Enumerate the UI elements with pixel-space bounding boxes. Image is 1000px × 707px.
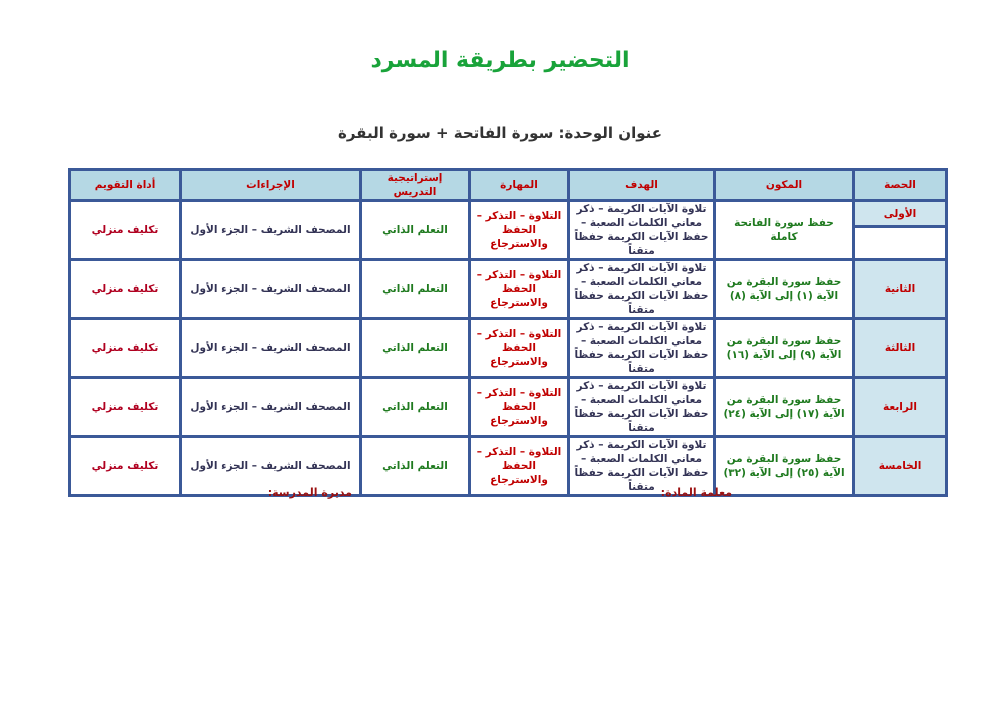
procedures-cell: المصحف الشريف – الجزء الأول — [182, 261, 359, 317]
skill-cell: التلاوة – التذكر – الحفظ والاسترجاع — [471, 320, 567, 376]
strategy-cell: التعلم الذاتي — [362, 438, 468, 494]
table-row — [71, 379, 945, 435]
procedures-cell: المصحف الشريف – الجزء الأول — [182, 379, 359, 435]
table-header-row — [71, 171, 945, 199]
lesson-plan-table — [68, 168, 948, 497]
lesson-cell: الخامسة — [855, 438, 945, 494]
procedures-cell: المصحف الشريف – الجزء الأول — [182, 320, 359, 376]
lesson-cell-empty — [855, 228, 945, 258]
principal-signature-label: مديرة المدرسة: — [267, 486, 352, 499]
component-cell: حفظ سورة البقرة من الآية (٩) إلى الآية (١٦) — [716, 320, 852, 376]
header-procedures: الإجراءات — [182, 171, 359, 199]
header-skill: المهارة — [471, 171, 567, 199]
skill-cell: التلاوة – التذكر – الحفظ والاسترجاع — [471, 261, 567, 317]
assessment-cell: تكليف منزلي — [71, 438, 179, 494]
goal-cell: تلاوة الآيات الكريمة – ذكر معاني الكلمات الصعبة – حفظ الآيات الكريمة حفظاً متقناً — [570, 261, 713, 317]
assessment-cell: تكليف منزلي — [71, 379, 179, 435]
assessment-cell: تكليف منزلي — [71, 320, 179, 376]
component-cell: حفظ سورة البقرة من الآية (١٧) إلى الآية (٢٤) — [716, 379, 852, 435]
goal-cell: تلاوة الآيات الكريمة – ذكر معاني الكلمات الصعبة – حفظ الآيات الكريمة حفظاً متقناً — [570, 438, 713, 494]
table-row — [71, 438, 945, 494]
unit-title: عنوان الوحدة: سورة الفاتحة + سورة البقرة — [337, 124, 663, 142]
assessment-cell: تكليف منزلي — [71, 261, 179, 317]
strategy-cell: التعلم الذاتي — [362, 379, 468, 435]
header-assessment: أداة التقويم — [71, 171, 179, 199]
lesson-cell: الأولى — [855, 202, 945, 225]
lesson-cell: الثانية — [855, 261, 945, 317]
header-strategy: إستراتيجية التدريس — [362, 171, 468, 199]
component-cell: حفظ سورة البقرة من الآية (١) إلى الآية (٨) — [716, 261, 852, 317]
header-component: المكون — [716, 171, 852, 199]
goal-cell: تلاوة الآيات الكريمة – ذكر معاني الكلمات الصعبة – حفظ الآيات الكريمة حفظاً متقناً — [570, 202, 713, 258]
table-row — [71, 261, 945, 317]
lesson-cell: الرابعة — [855, 379, 945, 435]
table-row — [71, 320, 945, 376]
strategy-cell: التعلم الذاتي — [362, 202, 468, 258]
skill-cell: التلاوة – التذكر – الحفظ والاسترجاع — [471, 379, 567, 435]
assessment-cell: تكليف منزلي — [71, 202, 179, 258]
component-cell: حفظ سورة الفاتحة كاملة — [716, 202, 852, 258]
goal-cell: تلاوة الآيات الكريمة – ذكر معاني الكلمات الصعبة – حفظ الآيات الكريمة حفظاً متقناً — [570, 320, 713, 376]
header-goal: الهدف — [570, 171, 713, 199]
teacher-signature-label: معلمة المادة: — [660, 486, 732, 499]
skill-cell: التلاوة – التذكر – الحفظ والاسترجاع — [471, 202, 567, 258]
table-row — [71, 202, 945, 225]
strategy-cell: التعلم الذاتي — [362, 261, 468, 317]
goal-cell: تلاوة الآيات الكريمة – ذكر معاني الكلمات الصعبة – حفظ الآيات الكريمة حفظاً متقناً — [570, 379, 713, 435]
page-title: التحضير بطريقة المسرد — [370, 48, 630, 73]
header-lesson: الحصة — [855, 171, 945, 199]
skill-cell: التلاوة – التذكر – الحفظ والاسترجاع — [471, 438, 567, 494]
lesson-cell: الثالثة — [855, 320, 945, 376]
component-cell: حفظ سورة البقرة من الآية (٢٥) إلى الآية (٣٢) — [716, 438, 852, 494]
procedures-cell: المصحف الشريف – الجزء الأول — [182, 202, 359, 258]
strategy-cell: التعلم الذاتي — [362, 320, 468, 376]
procedures-cell: المصحف الشريف – الجزء الأول — [182, 438, 359, 494]
